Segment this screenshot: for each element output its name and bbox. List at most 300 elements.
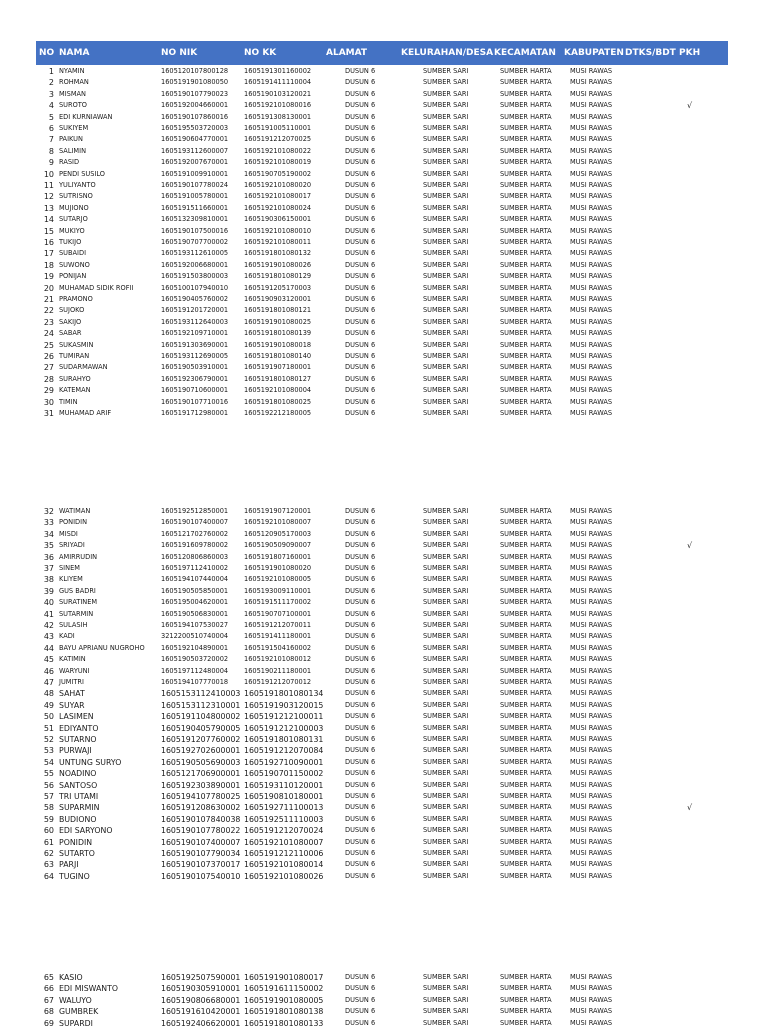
header-dtks: DTKS/BDT	[625, 48, 676, 58]
row-number: 58	[43, 803, 54, 813]
alamat-cell: DUSUN 6	[345, 409, 376, 417]
kecamatan-cell: SUMBER HARTA	[500, 689, 552, 698]
table-row	[0, 745, 768, 756]
alamat-cell: DUSUN 6	[345, 984, 376, 993]
kecamatan-cell: SUMBER HARTA	[500, 735, 552, 743]
nik-cell: 1605190107400007	[161, 837, 241, 847]
kk-cell: 1605191801080025	[244, 397, 312, 406]
row-number: 22	[43, 306, 54, 316]
kecamatan-cell: SUMBER HARTA	[500, 598, 552, 607]
kk-cell: 1605191212070024	[244, 826, 324, 836]
table-row	[0, 237, 768, 248]
kk-cell: 1605192101080010	[244, 226, 312, 235]
kelurahan-cell: SUMBER SARI	[423, 295, 469, 303]
nik-cell: 1605190505690003	[161, 757, 241, 767]
alamat-cell: DUSUN 6	[345, 272, 376, 281]
nik-cell: 1605193112690005	[161, 352, 229, 360]
kk-cell: 1605192101080012	[244, 655, 312, 664]
kabupaten-cell: MUSI RAWAS	[570, 655, 613, 664]
row-number: 17	[43, 249, 54, 259]
kecamatan-cell: SUMBER HARTA	[500, 621, 552, 629]
kabupaten-cell: MUSI RAWAS	[570, 860, 613, 869]
table-row	[0, 271, 768, 282]
kabupaten-cell: MUSI RAWAS	[570, 564, 613, 572]
kabupaten-cell: MUSI RAWAS	[570, 1018, 613, 1027]
row-number: 51	[43, 723, 54, 733]
name-cell: SALIMIN	[59, 146, 87, 155]
nik-cell: 1605192306790001	[161, 374, 229, 383]
kelurahan-cell: SUMBER SARI	[423, 984, 469, 993]
name-cell: SUPARMIN	[59, 803, 100, 813]
kk-cell: 1605191901080026	[244, 260, 312, 269]
kk-cell: 1605191901080020	[244, 564, 312, 572]
kabupaten-cell: MUSI RAWAS	[570, 541, 613, 550]
kecamatan-cell: SUMBER HARTA	[500, 101, 552, 110]
row-number: 32	[43, 507, 54, 516]
kelurahan-cell: SUMBER SARI	[423, 181, 469, 189]
table-row	[0, 1006, 768, 1017]
table-row	[0, 586, 768, 597]
nik-cell: 1605121702760002	[161, 529, 229, 538]
alamat-cell: DUSUN 6	[345, 340, 376, 349]
kk-cell: 1605192101080022	[244, 146, 312, 155]
row-number: 46	[43, 666, 54, 676]
alamat-cell: DUSUN 6	[345, 792, 376, 800]
kk-cell: 1605192101080024	[244, 203, 312, 212]
kk-cell: 1605190707100001	[244, 609, 312, 618]
kabupaten-cell: MUSI RAWAS	[570, 317, 613, 326]
kelurahan-cell: SUMBER SARI	[423, 374, 469, 383]
row-number: 4	[48, 101, 54, 111]
row-number: 38	[43, 575, 54, 585]
row-number: 1	[48, 67, 54, 76]
kk-cell: 1605191801080132	[244, 249, 312, 258]
nik-cell: 1605192507590001	[161, 973, 241, 982]
table-row	[0, 169, 768, 180]
kk-cell: 1605191901080018	[244, 340, 312, 349]
kelurahan-cell: SUMBER SARI	[423, 621, 469, 629]
alamat-cell: DUSUN 6	[345, 529, 376, 538]
kabupaten-cell: MUSI RAWAS	[570, 609, 613, 618]
name-cell: WALUYO	[59, 995, 92, 1005]
alamat-cell: DUSUN 6	[345, 757, 376, 766]
table-row	[0, 631, 768, 642]
kecamatan-cell: SUMBER HARTA	[500, 995, 552, 1004]
kelurahan-cell: SUMBER SARI	[423, 803, 469, 812]
nik-cell: 1605194107770018	[161, 678, 229, 686]
pkh-check-icon: √	[687, 803, 693, 813]
alamat-cell: DUSUN 6	[345, 249, 376, 258]
table-row	[0, 123, 768, 134]
kelurahan-cell: SUMBER SARI	[423, 386, 469, 395]
kelurahan-cell: SUMBER SARI	[423, 329, 469, 338]
name-cell: SUROTO	[59, 101, 88, 110]
kecamatan-cell: SUMBER HARTA	[500, 397, 552, 406]
nik-cell: 3212200510740004	[161, 632, 229, 641]
alamat-cell: DUSUN 6	[345, 112, 376, 121]
nik-cell: 1605191503800003	[161, 272, 229, 281]
row-number: 41	[43, 609, 54, 619]
alamat-cell: DUSUN 6	[345, 723, 376, 732]
name-cell: KATIMIN	[59, 655, 86, 664]
kelurahan-cell: SUMBER SARI	[423, 632, 469, 641]
kecamatan-cell: SUMBER HARTA	[500, 769, 552, 778]
nik-cell: 1605190107840038	[161, 814, 241, 824]
pkh-check-icon: √	[687, 101, 693, 111]
nik-cell: 1605193112600007	[161, 146, 229, 155]
nik-cell: 1605190405760002	[161, 295, 229, 303]
alamat-cell: DUSUN 6	[345, 1007, 376, 1016]
kelurahan-cell: SUMBER SARI	[423, 78, 469, 87]
header-nik: NO NIK	[161, 48, 198, 58]
name-cell: SABAR	[59, 329, 82, 338]
kecamatan-cell: SUMBER HARTA	[500, 124, 552, 132]
kelurahan-cell: SUMBER SARI	[423, 723, 469, 732]
kecamatan-cell: SUMBER HARTA	[500, 203, 552, 212]
kabupaten-cell: MUSI RAWAS	[570, 409, 613, 417]
row-number: 20	[43, 283, 54, 293]
kk-cell: 1605191801080121	[244, 306, 312, 315]
kecamatan-cell: SUMBER HARTA	[500, 374, 552, 383]
name-cell: SRIYADI	[59, 541, 85, 550]
kabupaten-cell: MUSI RAWAS	[570, 849, 613, 857]
kecamatan-cell: SUMBER HARTA	[500, 973, 552, 981]
row-number: 19	[43, 272, 54, 282]
alamat-cell: DUSUN 6	[345, 363, 376, 372]
row-number: 61	[43, 837, 54, 847]
alamat-cell: DUSUN 6	[345, 89, 376, 98]
table-row	[0, 1018, 768, 1029]
nik-cell: 1605190107540010	[161, 871, 241, 881]
kabupaten-cell: MUSI RAWAS	[570, 1007, 613, 1016]
kecamatan-cell: SUMBER HARTA	[500, 363, 552, 372]
nik-cell: 1605190707700002	[161, 238, 229, 246]
kabupaten-cell: MUSI RAWAS	[570, 518, 613, 527]
alamat-cell: DUSUN 6	[345, 215, 376, 224]
kecamatan-cell: SUMBER HARTA	[500, 575, 552, 584]
kelurahan-cell: SUMBER SARI	[423, 146, 469, 155]
kelurahan-cell: SUMBER SARI	[423, 272, 469, 281]
kecamatan-cell: SUMBER HARTA	[500, 586, 552, 595]
row-number: 35	[43, 541, 54, 551]
table-row	[0, 563, 768, 574]
kabupaten-cell: MUSI RAWAS	[570, 723, 613, 732]
kelurahan-cell: SUMBER SARI	[423, 541, 469, 550]
name-cell: BUDIONO	[59, 814, 97, 824]
kabupaten-cell: MUSI RAWAS	[570, 552, 613, 561]
kk-cell: 1605191212100003	[244, 723, 324, 733]
row-number: 69	[43, 1018, 54, 1028]
kk-cell: 1605191801080131	[244, 735, 324, 744]
alamat-cell: DUSUN 6	[345, 101, 376, 110]
name-cell: SUDARMAWAN	[59, 363, 108, 372]
name-cell: GUMBREK	[59, 1007, 99, 1017]
kelurahan-cell: SUMBER SARI	[423, 215, 469, 224]
kabupaten-cell: MUSI RAWAS	[570, 169, 613, 178]
kk-cell: 1605192101080017	[244, 192, 312, 201]
table-row	[0, 552, 768, 563]
kecamatan-cell: SUMBER HARTA	[500, 746, 552, 755]
kecamatan-cell: SUMBER HARTA	[500, 780, 552, 789]
name-cell: PENDI SUSILO	[59, 169, 105, 178]
row-number: 33	[43, 518, 54, 528]
kelurahan-cell: SUMBER SARI	[423, 124, 469, 132]
kabupaten-cell: MUSI RAWAS	[570, 837, 613, 846]
row-number: 30	[43, 397, 54, 407]
nik-cell: 1605191303690001	[161, 340, 229, 349]
alamat-cell: DUSUN 6	[345, 837, 376, 846]
nik-cell: 1605192006680001	[161, 260, 229, 269]
table-row	[0, 983, 768, 994]
kk-cell: 1605190103120021	[244, 89, 312, 98]
table-row	[0, 802, 768, 813]
kk-cell: 1605192101080026	[244, 871, 324, 881]
row-number: 16	[43, 238, 54, 247]
nik-cell: 1605190405790005	[161, 723, 241, 733]
alamat-cell: DUSUN 6	[345, 124, 376, 132]
kecamatan-cell: SUMBER HARTA	[500, 700, 552, 709]
kabupaten-cell: MUSI RAWAS	[570, 598, 613, 607]
nik-cell: 1605191201720001	[161, 306, 229, 315]
kk-cell: 1605192101080014	[244, 860, 324, 870]
alamat-cell: DUSUN 6	[345, 192, 376, 201]
kelurahan-cell: SUMBER SARI	[423, 135, 469, 144]
kk-cell: 1605190211180001	[244, 666, 312, 675]
alamat-cell: DUSUN 6	[345, 397, 376, 406]
name-cell: MUKIYO	[59, 226, 85, 235]
nik-cell: 1605194107440004	[161, 575, 229, 584]
kabupaten-cell: MUSI RAWAS	[570, 621, 613, 629]
name-cell: TIMIN	[59, 397, 78, 406]
kk-cell: 1605192212180005	[244, 409, 312, 417]
kelurahan-cell: SUMBER SARI	[423, 700, 469, 709]
name-cell: SURAHYO	[59, 374, 91, 383]
kabupaten-cell: MUSI RAWAS	[570, 792, 613, 800]
alamat-cell: DUSUN 6	[345, 871, 376, 880]
kk-cell: 1605191801080140	[244, 352, 312, 360]
kabupaten-cell: MUSI RAWAS	[570, 238, 613, 246]
row-number: 9	[48, 158, 54, 168]
table-row	[0, 768, 768, 779]
header-no: NO	[39, 48, 55, 58]
nik-cell: 1605190503720002	[161, 655, 229, 664]
kecamatan-cell: SUMBER HARTA	[500, 169, 552, 178]
row-number: 42	[43, 621, 54, 630]
row-number: 48	[43, 689, 54, 699]
table-row	[0, 328, 768, 339]
row-number: 3	[48, 89, 54, 99]
kecamatan-cell: SUMBER HARTA	[500, 814, 552, 823]
name-cell: SUKIYEM	[59, 124, 89, 132]
kelurahan-cell: SUMBER SARI	[423, 192, 469, 201]
alamat-cell: DUSUN 6	[345, 780, 376, 789]
table-row	[0, 711, 768, 722]
name-cell: SAHAT	[59, 689, 85, 699]
kelurahan-cell: SUMBER SARI	[423, 666, 469, 675]
row-number: 18	[43, 260, 54, 270]
table-row	[0, 700, 768, 711]
name-cell: PRAMONO	[59, 295, 93, 303]
nik-cell: 1605193112640003	[161, 317, 229, 326]
kabupaten-cell: MUSI RAWAS	[570, 363, 613, 372]
header-kelurahan: KELURAHAN/DESA	[401, 48, 494, 58]
name-cell: SANTOSO	[59, 780, 98, 790]
alamat-cell: DUSUN 6	[345, 746, 376, 755]
table-header	[36, 41, 728, 65]
nik-cell: 1605194107530027	[161, 621, 229, 629]
nik-cell: 1605120806860003	[161, 552, 229, 561]
kelurahan-cell: SUMBER SARI	[423, 712, 469, 721]
alamat-cell: DUSUN 6	[345, 552, 376, 561]
kk-cell: 1605190903120001	[244, 295, 312, 303]
kecamatan-cell: SUMBER HARTA	[500, 643, 552, 652]
nik-cell: 1605190107860016	[161, 112, 229, 121]
alamat-cell: DUSUN 6	[345, 541, 376, 550]
header-kecamatan: KECAMATAN	[494, 48, 556, 58]
row-number: 23	[43, 317, 54, 327]
kk-cell: 1605191611150002	[244, 984, 324, 994]
kelurahan-cell: SUMBER SARI	[423, 249, 469, 258]
table-row	[0, 260, 768, 271]
nik-cell: 1605191511660001	[161, 203, 229, 212]
name-cell: KLIYEM	[59, 575, 83, 584]
name-cell: PONIDIN	[59, 518, 87, 527]
name-cell: TRI UTAMI	[59, 792, 99, 801]
alamat-cell: DUSUN 6	[345, 507, 376, 515]
kk-cell: 1605190701150002	[244, 769, 324, 779]
nik-cell: 1605190107370017	[161, 860, 241, 870]
kelurahan-cell: SUMBER SARI	[423, 995, 469, 1004]
kk-cell: 1605191801080134	[244, 689, 324, 699]
alamat-cell: DUSUN 6	[345, 598, 376, 607]
kecamatan-cell: SUMBER HARTA	[500, 272, 552, 281]
alamat-cell: DUSUN 6	[345, 518, 376, 527]
table-row	[0, 248, 768, 259]
table-row	[0, 609, 768, 620]
alamat-cell: DUSUN 6	[345, 317, 376, 326]
alamat-cell: DUSUN 6	[345, 181, 376, 189]
header-kabupaten: KABUPATEN	[564, 48, 624, 58]
row-number: 37	[43, 564, 54, 573]
kk-cell: 1605191801080133	[244, 1018, 324, 1028]
alamat-cell: DUSUN 6	[345, 203, 376, 212]
table-row	[0, 191, 768, 202]
table-row	[0, 214, 768, 225]
name-cell: WATIMAN	[59, 507, 91, 515]
kabupaten-cell: MUSI RAWAS	[570, 386, 613, 395]
name-cell: NOADINO	[59, 769, 97, 779]
nik-cell: 1605191104800002	[161, 712, 241, 722]
kk-cell: 1605192511110003	[244, 814, 324, 824]
row-number: 62	[43, 849, 54, 858]
kabupaten-cell: MUSI RAWAS	[570, 329, 613, 338]
alamat-cell: DUSUN 6	[345, 700, 376, 709]
table-row	[0, 643, 768, 654]
kabupaten-cell: MUSI RAWAS	[570, 67, 613, 75]
table-row	[0, 100, 768, 111]
nik-cell: 1605190710600001	[161, 386, 229, 395]
table-row	[0, 791, 768, 802]
name-cell: PAIKUN	[59, 135, 83, 144]
kecamatan-cell: SUMBER HARTA	[500, 238, 552, 246]
kecamatan-cell: SUMBER HARTA	[500, 1018, 552, 1027]
alamat-cell: DUSUN 6	[345, 78, 376, 87]
table-row	[0, 397, 768, 408]
alamat-cell: DUSUN 6	[345, 386, 376, 395]
kk-cell: 1605191212100011	[244, 712, 324, 722]
kabupaten-cell: MUSI RAWAS	[570, 678, 613, 686]
kelurahan-cell: SUMBER SARI	[423, 507, 469, 515]
kecamatan-cell: SUMBER HARTA	[500, 723, 552, 732]
name-cell: SUKASMIN	[59, 340, 94, 349]
nik-cell: 1605191610420001	[161, 1007, 241, 1017]
kabupaten-cell: MUSI RAWAS	[570, 586, 613, 595]
row-number: 11	[43, 181, 54, 190]
kelurahan-cell: SUMBER SARI	[423, 306, 469, 315]
kecamatan-cell: SUMBER HARTA	[500, 89, 552, 98]
kk-cell: 1605191308130001	[244, 112, 312, 121]
alamat-cell: DUSUN 6	[345, 67, 376, 75]
kecamatan-cell: SUMBER HARTA	[500, 849, 552, 857]
kelurahan-cell: SUMBER SARI	[423, 340, 469, 349]
kabupaten-cell: MUSI RAWAS	[570, 203, 613, 212]
nik-cell: 1605190107780024	[161, 181, 229, 189]
kecamatan-cell: SUMBER HARTA	[500, 518, 552, 527]
nik-cell: 1605190107780022	[161, 826, 241, 836]
row-number: 47	[43, 678, 54, 687]
kecamatan-cell: SUMBER HARTA	[500, 792, 552, 800]
row-number: 14	[43, 215, 54, 225]
name-cell: MUJIONO	[59, 203, 89, 212]
name-cell: SUTARMIN	[59, 609, 94, 618]
kelurahan-cell: SUMBER SARI	[423, 363, 469, 372]
kk-cell: 1605191801080127	[244, 374, 312, 383]
name-cell: PARJI	[59, 860, 79, 870]
kk-cell: 1605192101080007	[244, 518, 312, 527]
table-row	[0, 734, 768, 745]
kecamatan-cell: SUMBER HARTA	[500, 352, 552, 360]
kelurahan-cell: SUMBER SARI	[423, 158, 469, 167]
row-number: 43	[43, 632, 54, 642]
header-kk: NO KK	[244, 48, 277, 58]
alamat-cell: DUSUN 6	[345, 135, 376, 144]
kabupaten-cell: MUSI RAWAS	[570, 803, 613, 812]
kabupaten-cell: MUSI RAWAS	[570, 632, 613, 641]
alamat-cell: DUSUN 6	[345, 678, 376, 686]
kecamatan-cell: SUMBER HARTA	[500, 181, 552, 189]
alamat-cell: DUSUN 6	[345, 306, 376, 315]
alamat-cell: DUSUN 6	[345, 238, 376, 246]
table-row	[0, 859, 768, 870]
nik-cell: 1605190107400007	[161, 518, 229, 527]
alamat-cell: DUSUN 6	[345, 374, 376, 383]
table-row	[0, 112, 768, 123]
name-cell: SINEM	[59, 564, 80, 572]
nik-cell: 1605191609780002	[161, 541, 229, 550]
table-row	[0, 146, 768, 157]
kelurahan-cell: SUMBER SARI	[423, 1007, 469, 1016]
kabupaten-cell: MUSI RAWAS	[570, 352, 613, 360]
table-row	[0, 620, 768, 631]
row-number: 15	[43, 226, 54, 236]
row-number: 25	[43, 340, 54, 350]
nik-cell: 1605192109710001	[161, 329, 229, 338]
alamat-cell: DUSUN 6	[345, 295, 376, 303]
kk-cell: 1605193110120001	[244, 780, 324, 790]
row-number: 65	[43, 973, 54, 982]
name-cell: SUJOKO	[59, 306, 85, 315]
kecamatan-cell: SUMBER HARTA	[500, 158, 552, 167]
